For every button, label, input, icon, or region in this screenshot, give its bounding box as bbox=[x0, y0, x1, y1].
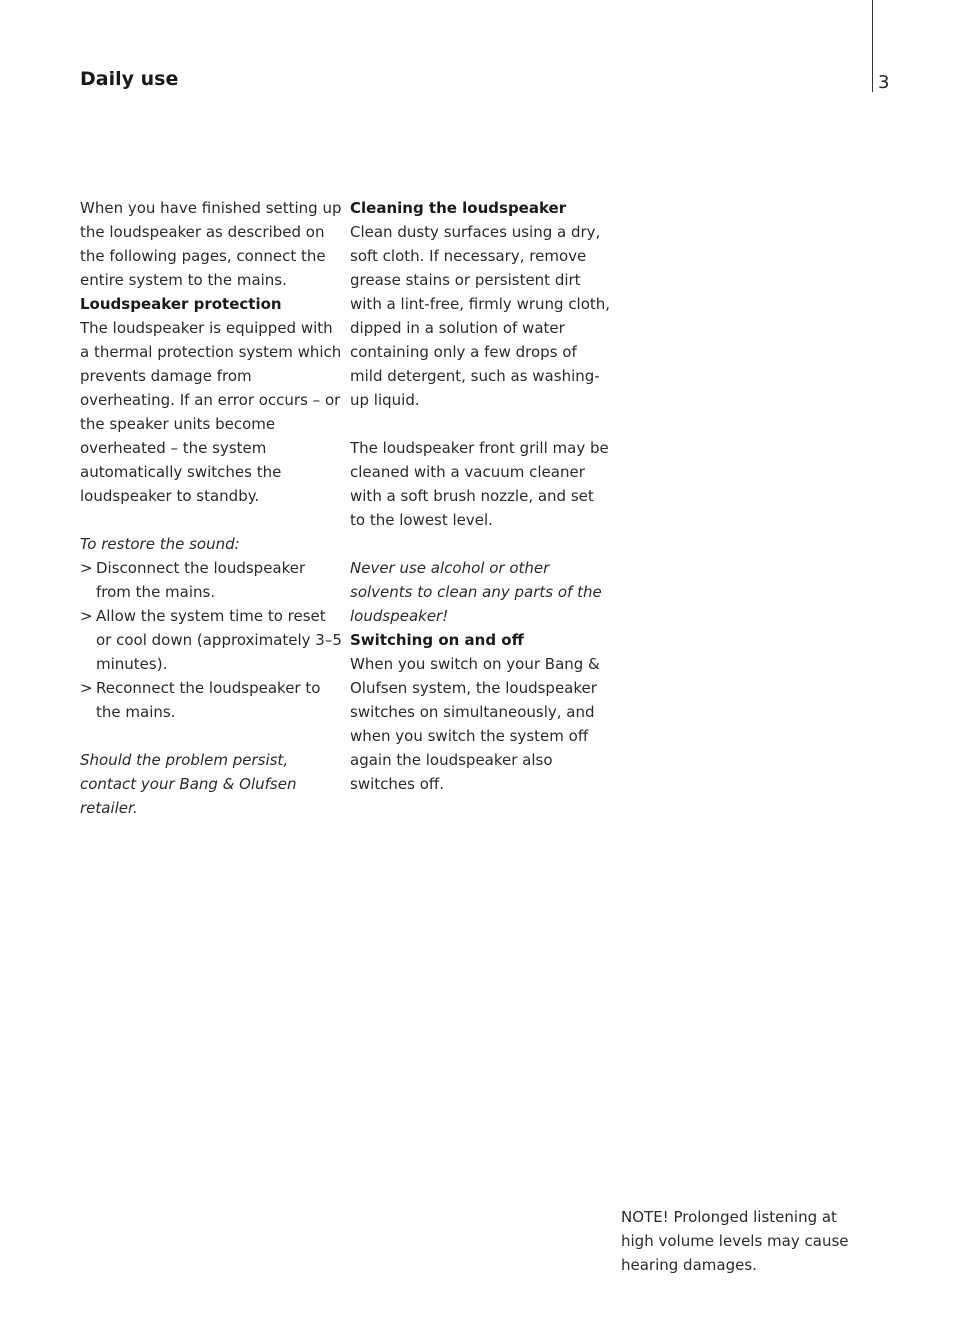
grill-paragraph: The loudspeaker front grill may be cleaned with a vacuum cleaner with a soft brush nozzle, and set to the lowest level. bbox=[350, 439, 609, 529]
restore-step: > Disconnect the loudspeaker from the mains. bbox=[80, 556, 342, 604]
restore-step: > Reconnect the loudspeaker to the mains. bbox=[80, 676, 342, 724]
cleaning-heading: Cleaning the loudspeaker bbox=[350, 199, 567, 217]
switching-heading: Switching on and off bbox=[350, 631, 524, 649]
protection-paragraph: The loudspeaker is equipped with a thermal protection system which prevents damage from overheating. If an error occurs – or the speaker units become overheated – the system automatically switches the loudspeaker to standby. bbox=[80, 319, 342, 505]
left-column bbox=[80, 196, 342, 820]
page-title: Daily use bbox=[80, 68, 179, 90]
page-divider-line bbox=[872, 0, 873, 92]
restore-steps-list bbox=[80, 556, 342, 724]
protection-heading: Loudspeaker protection bbox=[80, 295, 282, 313]
switching-paragraph: When you switch on your Bang & Olufsen system, the loudspeaker switches on simultaneously, and when you switch the system off again the loudspeaker also switches off. bbox=[350, 655, 600, 793]
intro-paragraph: When you have finished setting up the loudspeaker as described on the following pages, connect the entire system to the mains. bbox=[80, 199, 342, 289]
middle-column bbox=[350, 196, 612, 796]
restore-heading: To restore the sound: bbox=[80, 535, 240, 553]
persist-note: Should the problem persist, contact your Bang & Olufsen retailer. bbox=[80, 751, 297, 817]
page-number: 3 bbox=[878, 72, 890, 93]
restore-step: > Allow the system time to reset or cool down (approximately 3–5 minutes). bbox=[80, 604, 342, 676]
solvent-warning: Never use alcohol or other solvents to clean any parts of the loudspeaker! bbox=[350, 559, 602, 625]
hearing-warning-note: NOTE! Prolonged listening at high volume levels may cause hearing damages. bbox=[621, 1208, 849, 1274]
cleaning-paragraph: Clean dusty surfaces using a dry, soft cloth. If necessary, remove grease stains or persistent dirt with a lint-free, firmly wrung cloth, dipped in a solution of water containing only a few drops of mild detergent, such as washing-up liquid. bbox=[350, 223, 611, 409]
